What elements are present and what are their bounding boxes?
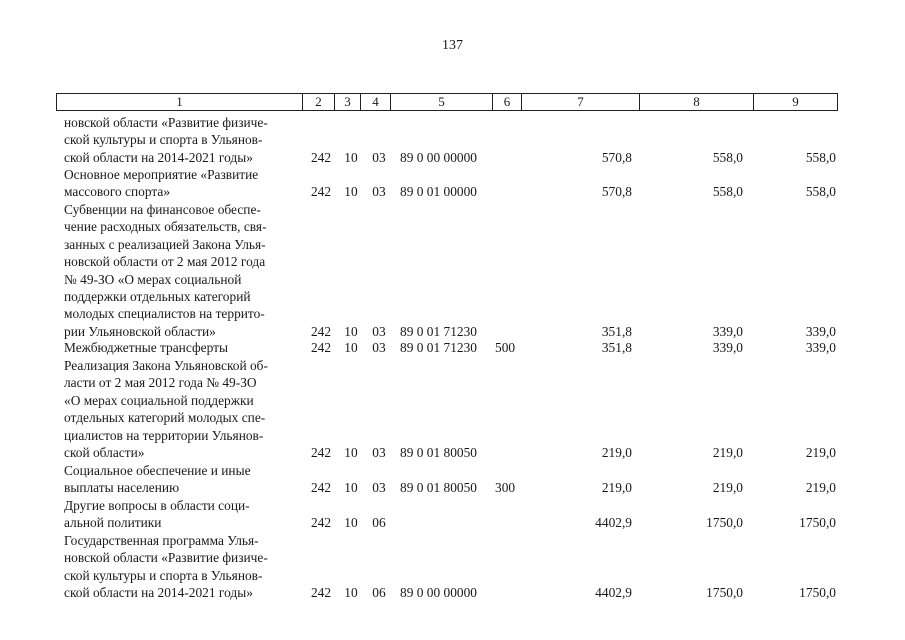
cell-value-3: 1750,0 bbox=[799, 585, 836, 601]
cell-expense-type: 300 bbox=[495, 480, 516, 496]
cell-value-2: 558,0 bbox=[712, 149, 743, 165]
header-col-9: 9 bbox=[792, 94, 799, 109]
cell-value-2: 219,0 bbox=[712, 445, 743, 460]
cell-target-article: 89 0 00 00000 bbox=[400, 149, 477, 165]
cell-grbs: 242 bbox=[310, 149, 332, 165]
cell-value-2: 339,0 bbox=[712, 340, 743, 355]
cell-value-1: 351,8 bbox=[601, 323, 632, 339]
page-number: 137 bbox=[442, 38, 463, 53]
cell-subsection: 03 bbox=[372, 445, 386, 460]
row-name-line: новской области «Развитие физиче- bbox=[64, 550, 268, 566]
cell-value-3: 1750,0 bbox=[799, 515, 836, 531]
row-name-line: новской области от 2 мая 2012 года bbox=[64, 254, 266, 270]
row-name-line: ской области на 2014-2021 годы» bbox=[64, 149, 253, 165]
cell-section: 10 bbox=[344, 323, 358, 339]
cell-target-article: 89 0 01 80050 bbox=[400, 480, 477, 496]
row-name-line: Социальное обеспечение и иные bbox=[64, 463, 251, 478]
cell-value-3: 558,0 bbox=[805, 149, 836, 165]
row-name-line: циалистов на территории Ульянов- bbox=[64, 427, 264, 443]
row-name-line: Основное мероприятие «Развитие bbox=[64, 167, 259, 182]
header-col-5: 5 bbox=[391, 94, 493, 110]
row-name bbox=[64, 357, 304, 461]
row-name-line: ской области на 2014-2021 годы» bbox=[64, 585, 253, 601]
header-col-3: 3 bbox=[335, 94, 361, 110]
cell-subsection: 03 bbox=[372, 149, 386, 165]
header-col-6: 6 bbox=[493, 94, 522, 110]
row-name bbox=[64, 201, 304, 340]
row-name-line: массового спорта» bbox=[64, 184, 171, 200]
row-name-line: № 49-ЗО «О мерах социальной bbox=[64, 271, 242, 287]
cell-value-3: 219,0 bbox=[805, 445, 836, 460]
cell-value-2: 1750,0 bbox=[706, 515, 743, 531]
cell-grbs: 242 bbox=[310, 515, 332, 531]
cell-subsection: 03 bbox=[372, 184, 386, 200]
row-name-line: альной политики bbox=[64, 515, 162, 531]
cell-subsection: 03 bbox=[372, 340, 386, 355]
cell-section: 10 bbox=[344, 184, 358, 200]
row-name-line: ласти от 2 мая 2012 года № 49-ЗО bbox=[64, 375, 257, 391]
row-name bbox=[64, 339, 304, 356]
cell-subsection: 06 bbox=[372, 585, 386, 601]
row-name bbox=[64, 462, 304, 497]
row-name-line: поддержки отдельных категорий bbox=[64, 289, 251, 305]
cell-value-1: 219,0 bbox=[601, 445, 632, 460]
cell-section: 10 bbox=[344, 585, 358, 601]
cell-target-article: 89 0 01 00000 bbox=[400, 184, 477, 200]
cell-grbs: 242 bbox=[310, 445, 332, 460]
cell-grbs: 242 bbox=[310, 480, 332, 496]
cell-value-1: 4402,9 bbox=[595, 585, 632, 601]
row-name-line: Другие вопросы в области соци- bbox=[64, 498, 250, 513]
cell-subsection: 03 bbox=[372, 323, 386, 339]
cell-value-3: 219,0 bbox=[805, 480, 836, 496]
cell-value-3: 558,0 bbox=[805, 184, 836, 200]
cell-target-article: 89 0 01 71230 bbox=[400, 340, 477, 355]
cell-grbs: 242 bbox=[310, 184, 332, 200]
row-name bbox=[64, 114, 304, 166]
cell-target-article: 89 0 01 80050 bbox=[400, 445, 477, 460]
cell-grbs: 242 bbox=[310, 323, 332, 339]
cell-value-2: 558,0 bbox=[712, 184, 743, 200]
header-col-1: 1 bbox=[57, 94, 303, 110]
cell-section: 10 bbox=[344, 340, 358, 355]
cell-value-2: 339,0 bbox=[712, 323, 743, 339]
cell-value-1: 570,8 bbox=[601, 184, 632, 200]
row-name-line: новской области «Развитие физиче- bbox=[64, 115, 268, 130]
row-name-line: ской области» bbox=[64, 445, 145, 461]
cell-value-1: 570,8 bbox=[601, 149, 632, 165]
header-col-4: 4 bbox=[361, 94, 391, 110]
row-name-line: Межбюджетные трансферты bbox=[64, 340, 228, 355]
cell-section: 10 bbox=[344, 445, 358, 460]
cell-value-1: 4402,9 bbox=[595, 515, 632, 531]
row-name-line: ской культуры и спорта в Ульянов- bbox=[64, 567, 263, 583]
cell-value-2: 219,0 bbox=[712, 480, 743, 496]
cell-value-1: 351,8 bbox=[601, 340, 632, 355]
cell-value-1: 219,0 bbox=[601, 480, 632, 496]
row-name-line: Реализация Закона Ульяновской об- bbox=[64, 358, 268, 373]
row-name-line: рии Ульяновской области» bbox=[64, 323, 216, 339]
row-name bbox=[64, 532, 304, 602]
row-name-line: отдельных категорий молодых спе- bbox=[64, 410, 266, 426]
cell-section: 10 bbox=[344, 515, 358, 531]
header-col-8: 8 bbox=[640, 94, 754, 110]
row-name bbox=[64, 166, 304, 201]
cell-subsection: 06 bbox=[372, 515, 386, 531]
row-name-line: занных с реализацией Закона Улья- bbox=[64, 236, 266, 252]
row-name-line: молодых специалистов на террито- bbox=[64, 306, 265, 322]
cell-value-3: 339,0 bbox=[805, 340, 836, 355]
cell-subsection: 03 bbox=[372, 480, 386, 496]
cell-grbs: 242 bbox=[310, 585, 332, 601]
row-name-line: выплаты населению bbox=[64, 480, 180, 496]
cell-section: 10 bbox=[344, 149, 358, 165]
cell-value-2: 1750,0 bbox=[706, 585, 743, 601]
table-header bbox=[56, 93, 838, 111]
header-col-2: 2 bbox=[303, 94, 335, 110]
row-name-line: ской культуры и спорта в Ульянов- bbox=[64, 132, 263, 148]
cell-expense-type: 500 bbox=[495, 340, 516, 355]
cell-grbs: 242 bbox=[310, 340, 332, 355]
row-name-line: «О мерах социальной поддержки bbox=[64, 392, 254, 408]
header-col-7: 7 bbox=[522, 94, 640, 110]
cell-section: 10 bbox=[344, 480, 358, 496]
row-name-line: Субвенции на финансовое обеспе- bbox=[64, 202, 261, 217]
row-name-line: чение расходных обязательств, свя- bbox=[64, 219, 267, 235]
row-name bbox=[64, 497, 304, 532]
cell-value-3: 339,0 bbox=[805, 323, 836, 339]
cell-target-article: 89 0 01 71230 bbox=[400, 323, 477, 339]
cell-target-article: 89 0 00 00000 bbox=[400, 585, 477, 601]
row-name-line: Государственная программа Улья- bbox=[64, 533, 259, 548]
